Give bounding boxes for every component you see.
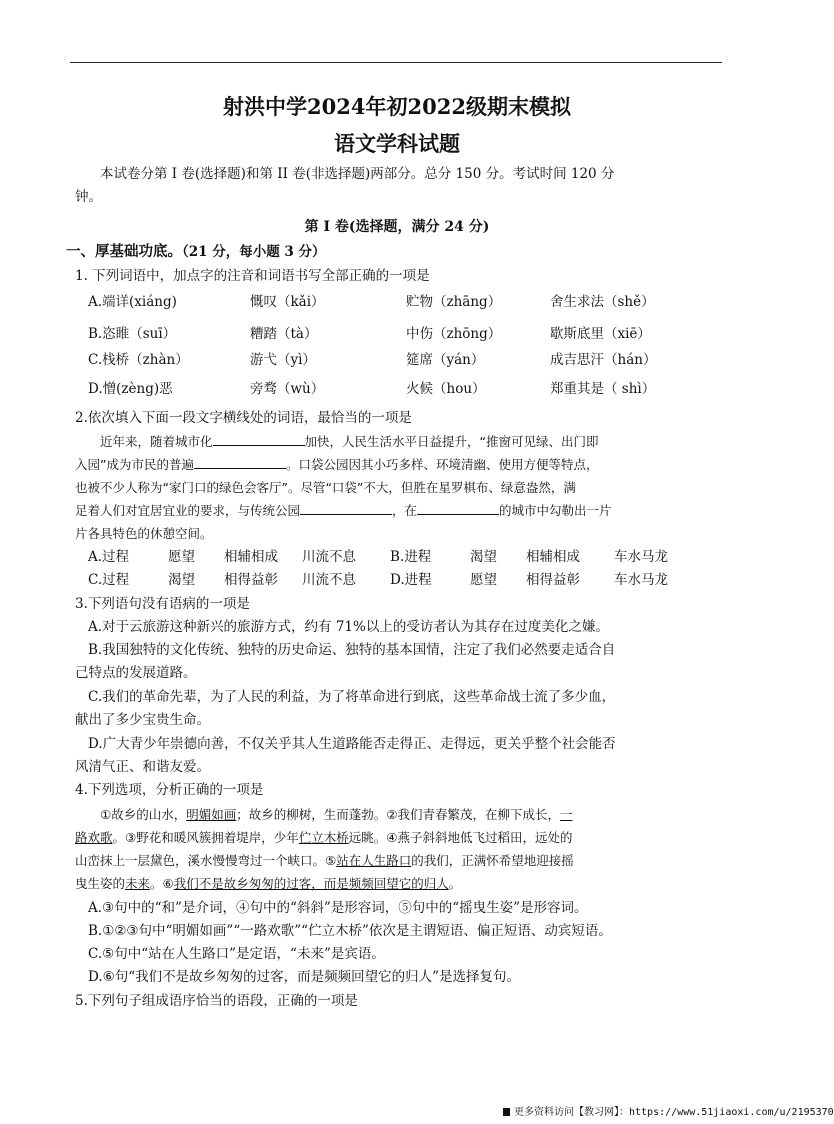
q4-option-a: A.③句中的“和”是介词，④句中的“斜斜”是形容词，⑤句中的“摇曳生姿”是形容词。: [88, 900, 588, 916]
q2-passage-line: 片各具特色的休憩空间。: [75, 526, 213, 541]
q2-text: ，在: [392, 503, 418, 518]
q4-option-c: C.⑤句中“站在人生路口”是定语，“未来”是宾语。: [88, 946, 385, 962]
q2-opt: 相得益彰: [224, 572, 278, 588]
exam-title: 射洪中学2024年初2022级期末模拟: [223, 94, 571, 119]
q4-text: 远眺。④燕子斜斜地低飞过稻田，远处的: [348, 830, 573, 845]
q2-text: 足着人们对宜居宜业的要求，与传统公园: [75, 503, 301, 518]
q1-a-3: 贮物（zhāng）: [406, 294, 502, 310]
q2-stem: 2.依次填入下面一段文字横线处的词语，最恰当的一项是: [75, 410, 412, 426]
footer-link[interactable]: [503, 1107, 834, 1119]
q1-a-2: 慨叹（kǎi）: [250, 294, 325, 310]
q4-underlined: 明媚如画: [186, 807, 237, 822]
q2-passage-line: [100, 430, 723, 453]
q5-stem: 5.下列句子组成语序恰当的语段，正确的一项是: [75, 993, 358, 1009]
q2-opt: 愿望: [470, 572, 497, 588]
q3-option-d: D.广大青少年崇德向善，不仅关乎其人生道路能否走得正、走得远，更关乎整个社会能否: [88, 736, 616, 752]
q2-passage-line: 也被不少人称为“家门口的绿色会客厅”。尽管“口袋”不大，但胜在星罗棋布、绿意盎然，满: [75, 480, 576, 495]
q2-blank-3[interactable]: [300, 500, 392, 515]
q2-text: 近年来，随着城市化: [100, 434, 213, 449]
q4-passage-line: [75, 849, 723, 872]
q2-blank-1[interactable]: [213, 431, 305, 446]
q3-option-b: B.我国独特的文化传统、独特的历史命运、独特的基本国情，注定了我们必然要走适合自: [88, 642, 616, 658]
q1-d-4: 郑重其是（ shì）: [550, 381, 656, 397]
q2-options-row: [88, 546, 728, 568]
q4-text: 。③野花和暖风簇拥着堤岸，少年: [112, 830, 299, 845]
q2-blank-2[interactable]: [194, 454, 286, 469]
q4-underlined: 一: [559, 807, 573, 822]
q1-option-row: [88, 323, 728, 345]
q1-c-3: 筵席（yán）: [406, 352, 485, 368]
q2-opt: D.进程: [390, 572, 432, 588]
q1-c-1: C.栈桥（zhàn）: [88, 352, 189, 368]
q2-passage-line: [75, 499, 723, 522]
q2-opt: 愿望: [168, 549, 195, 565]
q2-text: 的城市中勾勒出一片: [499, 503, 612, 518]
exam-subtitle: 语文学科试题: [334, 131, 460, 156]
q1-c-2: 游弋（yì）: [250, 352, 316, 368]
q2-opt: 渴望: [168, 572, 195, 588]
q3-option-a: A.对于云旅游这种新兴的旅游方式，约有 71%以上的受访者认为其存在过度美化之嫌。: [88, 619, 609, 635]
q1-b-2: 糟踏（tà）: [250, 326, 318, 342]
q1-c-4: 成吉思汗（hán）: [550, 352, 657, 368]
q2-text: 入园”成为市民的普遍: [75, 457, 194, 472]
q4-text: 。: [448, 876, 462, 891]
q4-text: 曳生姿的: [75, 876, 126, 891]
q2-opt: 渴望: [470, 549, 497, 565]
q4-stem: 4.下列选项，分析正确的一项是: [75, 782, 264, 798]
q4-underlined: 路欢歌: [75, 830, 113, 845]
q2-opt: 川流不息: [302, 549, 356, 565]
q1-d-1: D.憎(zèng)恶: [88, 381, 173, 397]
q2-opt: 相辅相成: [526, 549, 580, 565]
q4-underlined: 未来: [125, 876, 151, 891]
q1-a-4: 舍生求法（shě）: [550, 294, 655, 310]
part1-heading: 第 I 卷(选择题，满分 24 分): [304, 219, 490, 235]
q2-opt: B.进程: [390, 549, 432, 565]
q4-underlined: 站在人生路口: [336, 853, 412, 868]
q1-option-row: [88, 378, 728, 400]
q1-stem: 1. 下列词语中，加点字的注音和词语书写全部正确的一项是: [75, 268, 430, 284]
q2-blank-4[interactable]: [417, 500, 499, 515]
intro-line-2: 钟。: [75, 189, 102, 205]
footer-text: 更多资料访问【教习网】：https://www.51jiaoxi.com/u/2195370: [514, 1107, 834, 1118]
q2-text: 。口袋公园因其小巧多样、环境清幽、使用方便等特点，: [285, 457, 599, 472]
q1-d-3: 火候（hou）: [406, 381, 486, 397]
q1-b-4: 歇斯底里（xiē）: [550, 326, 651, 342]
q1-d-2: 旁骛（wù）: [250, 381, 325, 397]
q4-option-d: D.⑥句“我们不是故乡匆匆的过客，而是频频回望它的归人”是选择复句。: [88, 969, 521, 985]
q4-underlined: 我们不是故乡匆匆的过客，而是频频回望它的归人: [173, 876, 449, 891]
q2-passage-line: [75, 453, 723, 476]
q2-text: 加快，人民生活水平日益提升，“推窗可见绿、出门即: [304, 434, 599, 449]
q4-passage-line: [100, 803, 723, 826]
q2-opt: 相辅相成: [224, 549, 278, 565]
q1-option-row: [88, 291, 728, 313]
q1-a-1: A.端详(xiáng): [88, 294, 177, 310]
q4-text: 。⑥: [150, 876, 174, 891]
q4-passage-line: [75, 826, 723, 849]
q3-stem: 3.下列语句没有语病的一项是: [75, 596, 250, 612]
q4-text: 的我们，正满怀希望地迎接摇: [411, 853, 574, 868]
q3-option-d-cont: 风清气正、和谐友爱。: [75, 759, 210, 775]
q4-passage-line: [75, 872, 723, 895]
q4-text: 山峦抹上一层黛色，溪水慢慢弯过一个峡口。⑤: [75, 853, 337, 868]
q2-opt: 川流不息: [302, 572, 356, 588]
section1-heading: [66, 240, 714, 264]
q3-option-b-cont: 己特点的发展道路。: [75, 665, 197, 681]
q2-opt: C.过程: [88, 572, 130, 588]
q2-options-row: [88, 569, 728, 591]
q2-opt: 车水马龙: [614, 549, 668, 565]
intro-line-1: 本试卷分第 I 卷(选择题)和第 II 卷(非选择题)两部分。总分 150 分。考试时间 120 分: [100, 166, 615, 182]
section1-label: 一、厚基础功底。: [66, 243, 182, 260]
q4-option-b: B.①②③句中“明媚如画”“一路欢歌”“伫立木桥”依次是主谓短语、偏正短语、动宾短语。: [88, 923, 612, 939]
q2-opt: 车水马龙: [614, 572, 668, 588]
section1-score: （21 分，每小题 3 分）: [182, 244, 326, 260]
top-rule: [70, 62, 722, 63]
q4-text: ；故乡的柳树，生而蓬勃。②我们青春繁茂，在柳下成长，: [236, 807, 560, 822]
q3-option-c: C.我们的革命先辈，为了人民的利益，为了将革命进行到底，这些革命战士流了多少血，: [88, 689, 616, 705]
q2-opt: A.过程: [88, 549, 130, 565]
q2-opt: 相得益彰: [526, 572, 580, 588]
q1-b-1: B.恣睢（suī）: [88, 326, 177, 342]
q4-underlined: 伫立木桥: [298, 830, 349, 845]
q4-text: ①故乡的山水，: [100, 807, 187, 822]
q1-b-3: 中伤（zhōng）: [406, 326, 502, 342]
flag-icon: [503, 1108, 510, 1116]
q3-option-c-cont: 献出了多少宝贵生命。: [75, 712, 210, 728]
q1-option-row: [88, 349, 728, 371]
